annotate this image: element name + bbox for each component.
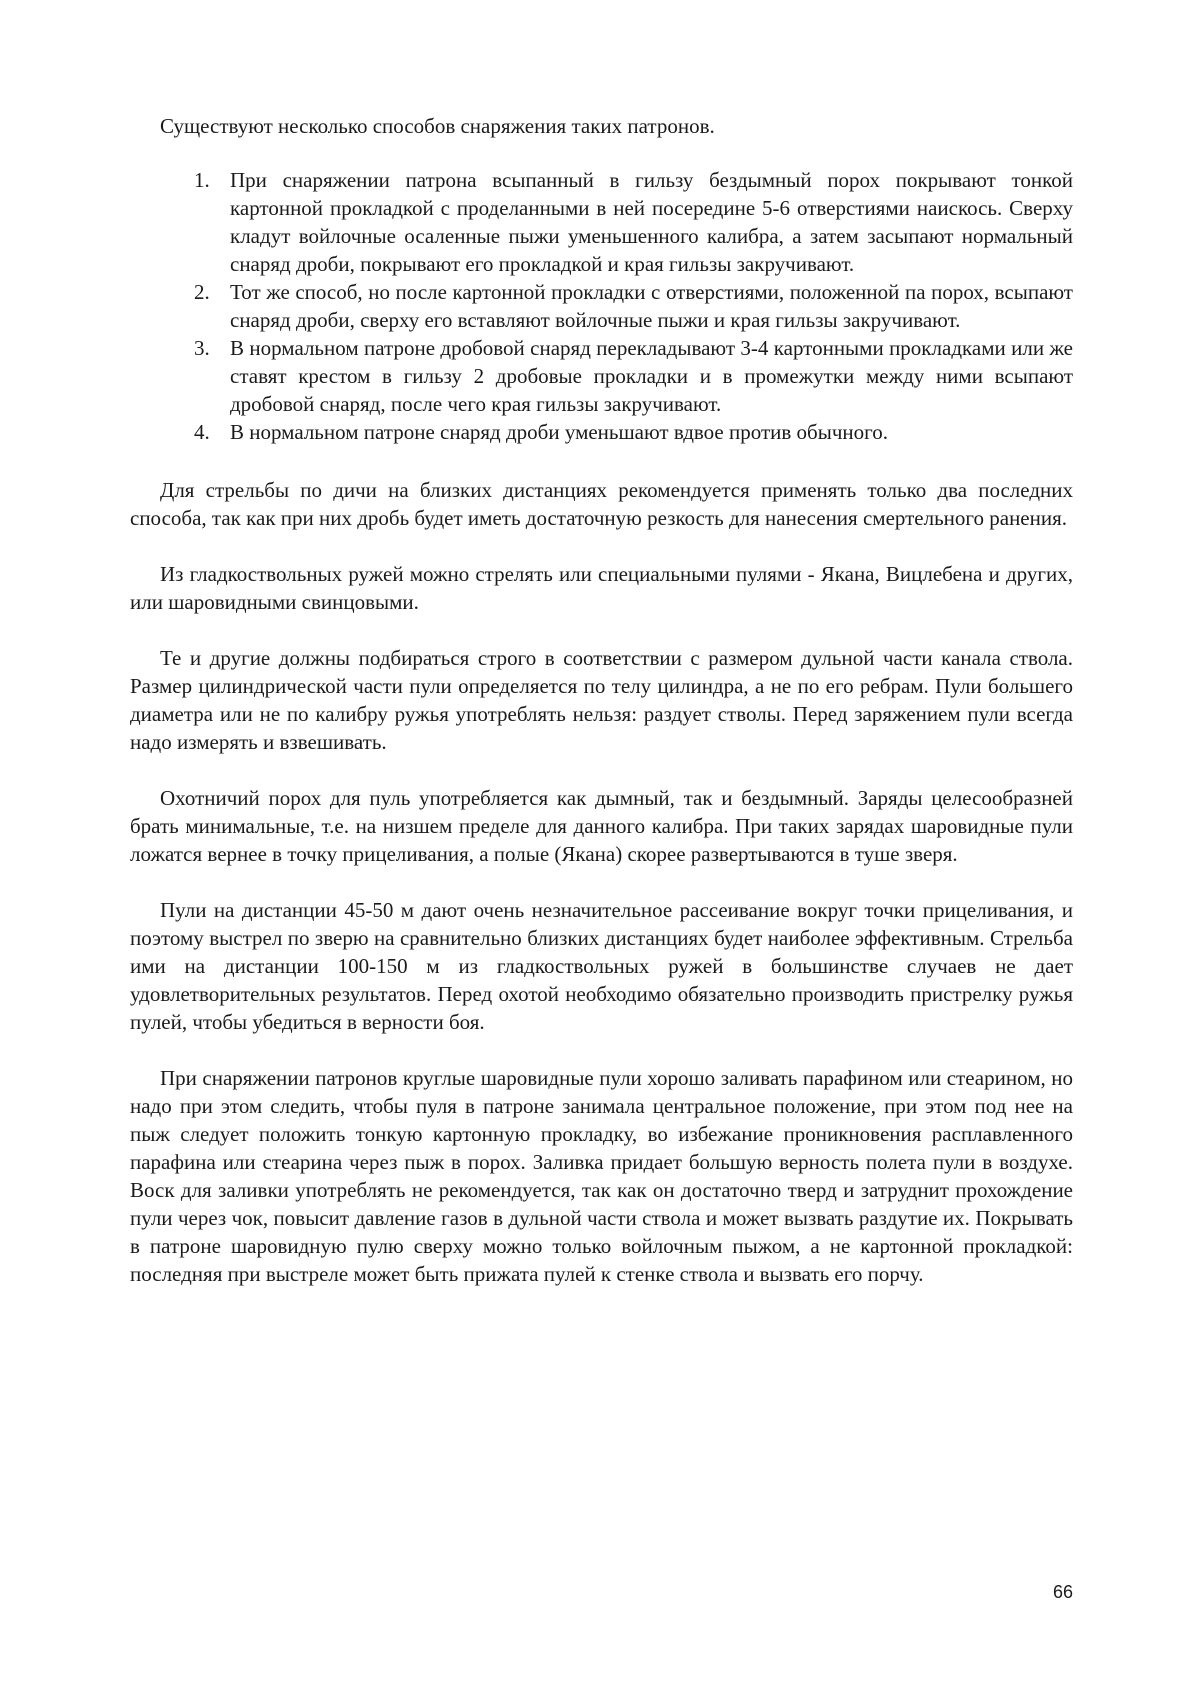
list-item-text: При снаряжении патрона всыпанный в гильзу бездымный порох покрывают тонкой картонной прокладкой с проделанными в ней посередине 5-6 отверстиями наискось. Сверху кладут войлочные осаленные пыжи уменьшенного калибра, а затем засыпают нормальный снаряд дроби, покрывают его прокладкой и края гильзы закручивают.: [230, 168, 1073, 276]
page-number: 66: [1052, 1582, 1073, 1602]
list-item-number: 2.: [194, 280, 210, 304]
body-paragraph: При снаряжении патронов круглые шаровидные пули хорошо заливать парафином или стеарином, но надо при этом следить, чтобы пуля в патроне занимала центральное положение, при этом под нее на пыж следует положить тонкую картонную прокладку, во избежание проникновения расплавленного парафина или стеарина через пыж в порох. Заливка придает большую верность полета пули в воздухе. Воск для заливки употреблять не рекомендуется, так как он достаточно тверд и затруднит прохождение пули через чок, повысит давление газов в дульной части ствола и может вызвать раздутие их. Покрывать в патроне шаровидную пулю сверху можно только войлочным пыжом, а не картонной прокладкой: последняя при выстреле может быть прижата пулей к стенке ствола и вызвать его порчу.: [130, 1066, 1073, 1286]
list-item-text: В нормальном патроне дробовой снаряд перекладывают 3-4 картонными прокладками или же ставят крестом в гильзу 2 дробовые прокладки и в промежутки между ними всыпают дробовой снаряд, после чего края гильзы закручивают.: [230, 336, 1073, 416]
list-item: [130, 418, 1073, 446]
list-item-text: Тот же способ, но после картонной прокладки с отверстиями, положенной па порох, всыпают снаряд дроби, сверху его вставляют войлочные пыжи и края гильзы закручивают.: [230, 280, 1073, 332]
list-item: [130, 166, 1073, 278]
list-item-number: 4.: [194, 420, 210, 444]
list-item-number: 1.: [194, 168, 210, 192]
body-paragraph: Для стрельбы по дичи на близких дистанциях рекомендуется применять только два последних способа, так как при них дробь будет иметь достаточную резкость для нанесения смертельного ранения.: [130, 478, 1073, 530]
list-item-text: В нормальном патроне снаряд дроби уменьшают вдвое против обычного.: [230, 420, 888, 444]
loading-methods-list: [130, 166, 1073, 446]
body-paragraph: Пули на дистанции 45-50 м дают очень незначительное рассеивание вокруг точки прицеливания, и поэтому выстрел по зверю на сравнительно близких дистанциях будет наиболее эффективным. Стрельба ими на дистанции 100-150 м из гладкоствольных ружей в большинстве случаев не дает удовлетворительных результатов. Перед охотой необходимо обязательно производить пристрелку ружья пулей, чтобы убедиться в верности боя.: [130, 898, 1073, 1034]
list-item: [130, 278, 1073, 334]
list-item: [130, 334, 1073, 418]
page-content: [130, 112, 1073, 1316]
intro-paragraph: Существуют несколько способов снаряжения таких патронов.: [160, 114, 715, 138]
body-paragraph: Те и другие должны подбираться строго в соответствии с размером дульной части канала ствола. Размер цилиндрической части пули определяется по телу цилиндра, а не по его ребрам. Пули большего диаметра или не по калибру ружья употреблять нельзя: раздует стволы. Перед заряжением пули всегда надо измерять и взвешивать.: [130, 646, 1073, 754]
body-paragraph: Охотничий порох для пуль употребляется как дымный, так и бездымный. Заряды целесообразней брать минимальные, т.е. на низшем пределе для данного калибра. При таких зарядах шаровидные пули ложатся вернее в точку прицеливания, а полые (Якана) скорее развертываются в туше зверя.: [130, 786, 1073, 866]
list-item-number: 3.: [194, 336, 210, 360]
body-paragraph: Из гладкоствольных ружей можно стрелять или специальными пулями - Якана, Вицлебена и других, или шаровидными свинцовыми.: [130, 562, 1073, 614]
